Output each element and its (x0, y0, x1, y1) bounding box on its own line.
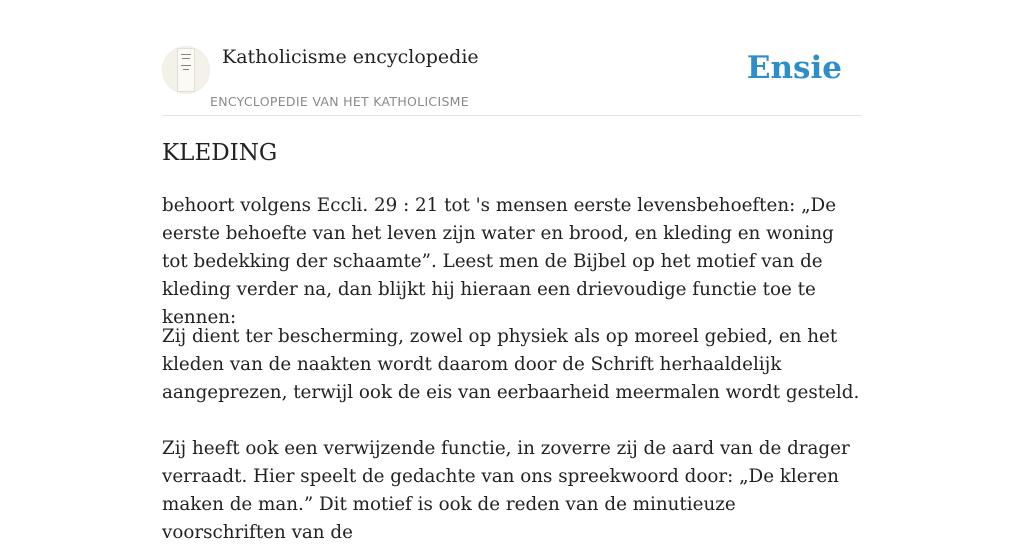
article-paragraph-3: Zij heeft ook een verwijzende functie, in zoverre zij de aard van de drager verraadt. Hier speelt de gedachte van ons spreekwoord door: „De kleren maken de man.” Dit motief is ook de reden van de minutieuze voorschriften van de (162, 438, 850, 543)
page-container (162, 0, 862, 543)
ensie-brand-link[interactable]: Ensie (746, 50, 842, 86)
encyclopedia-cover-logo[interactable] (162, 46, 210, 94)
site-header (162, 0, 862, 116)
site-title[interactable]: Katholicisme encyclopedie (222, 46, 479, 68)
book-cover-icon (177, 48, 195, 92)
article-paragraph-2: Zij dient ter bescherming, zowel op physiek als op moreel gebied, en het kleden van de naakten wordt daarom door de Schrift herhaaldelijk aangeprezen, terwijl ook de eis van eerbaarheid meermalen wordt gesteld. (162, 326, 860, 403)
article-paragraph-1: behoort volgens Eccli. 29 : 21 tot 's mensen eerste levensbehoeften: „De eerste behoefte van het leven zijn water en brood, en kleding en woning tot bedekking der schaamte”. Leest men de Bijbel op het motief van de kleding verder na, dan blijkt hij hieraan een drievoudige functie toe te kennen: (162, 195, 837, 328)
site-subtitle: ENCYCLOPEDIE VAN HET KATHOLICISME (210, 94, 469, 109)
article-title: KLEDING (162, 140, 278, 166)
